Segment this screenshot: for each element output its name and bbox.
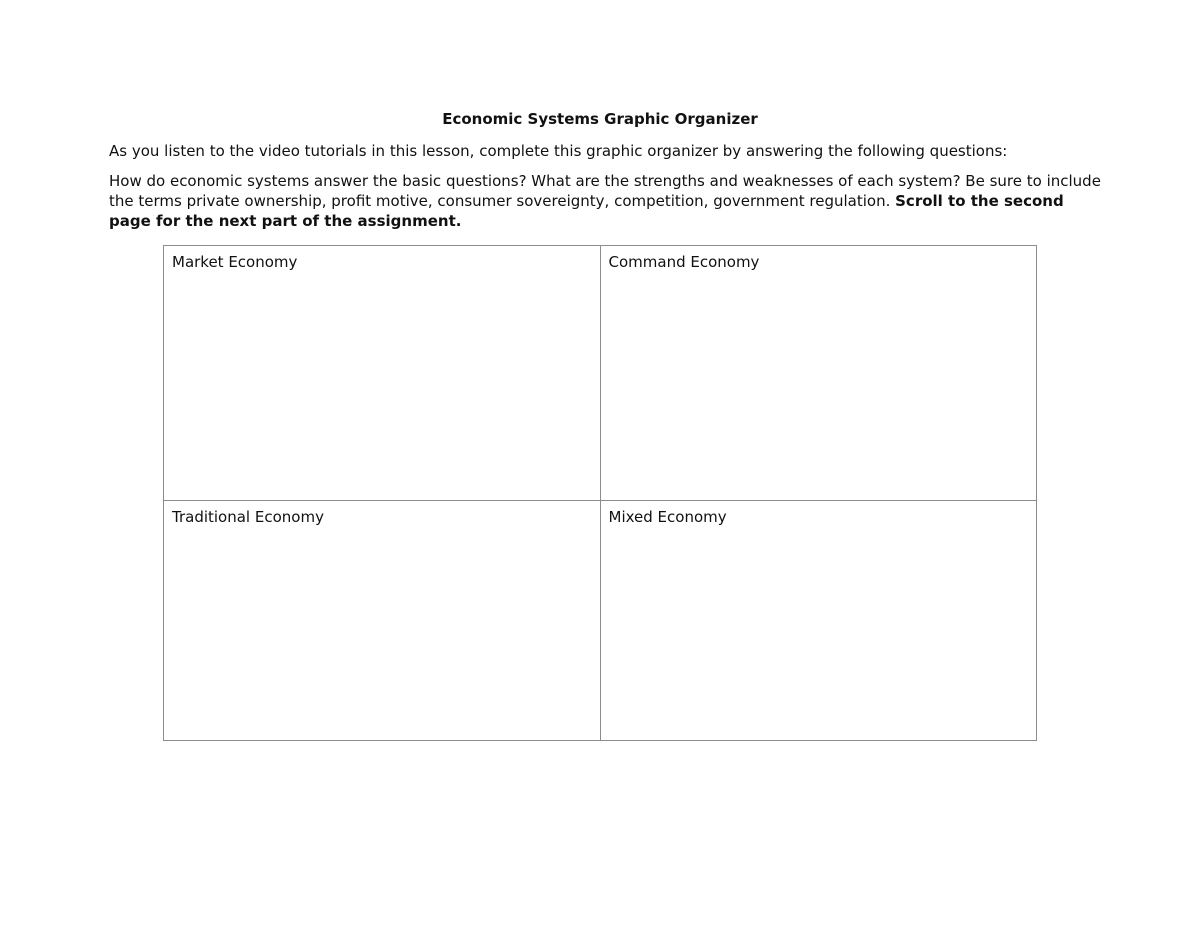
organizer-row-bottom	[164, 500, 1037, 741]
prompt-emphasis-2: page for the next part of the assignment.	[109, 212, 462, 230]
organizer-row-top	[164, 246, 1037, 501]
market-economy-label: Market Economy	[172, 253, 298, 271]
prompt-line-3	[109, 211, 1099, 231]
market-economy-cell[interactable]	[164, 246, 601, 501]
traditional-economy-label: Traditional Economy	[172, 507, 324, 526]
command-economy-label: Command Economy	[608, 253, 760, 271]
page-title: Economic Systems Graphic Organizer	[442, 110, 758, 128]
command-economy-cell[interactable]	[600, 246, 1037, 501]
intro-text: As you listen to the video tutorials in this lesson, complete this graphic organizer by answering the following questions:	[109, 142, 1008, 160]
prompt-line-1: How do economic systems answer the basic questions? What are the strengths and weaknesses of each system? Be sure to include	[109, 172, 1101, 190]
prompt-emphasis-1: Scroll to the second	[895, 192, 1064, 210]
prompt-paragraph	[109, 171, 1099, 231]
mixed-economy-label: Mixed Economy	[608, 507, 727, 526]
traditional-economy-cell[interactable]	[164, 500, 601, 741]
prompt-line-2-text: the terms private ownership, profit motive, consumer sovereignty, competition, government regulation.	[109, 192, 896, 210]
prompt-line-2	[109, 191, 1099, 211]
graphic-organizer-table	[163, 245, 1037, 741]
mixed-economy-cell[interactable]	[600, 500, 1037, 741]
